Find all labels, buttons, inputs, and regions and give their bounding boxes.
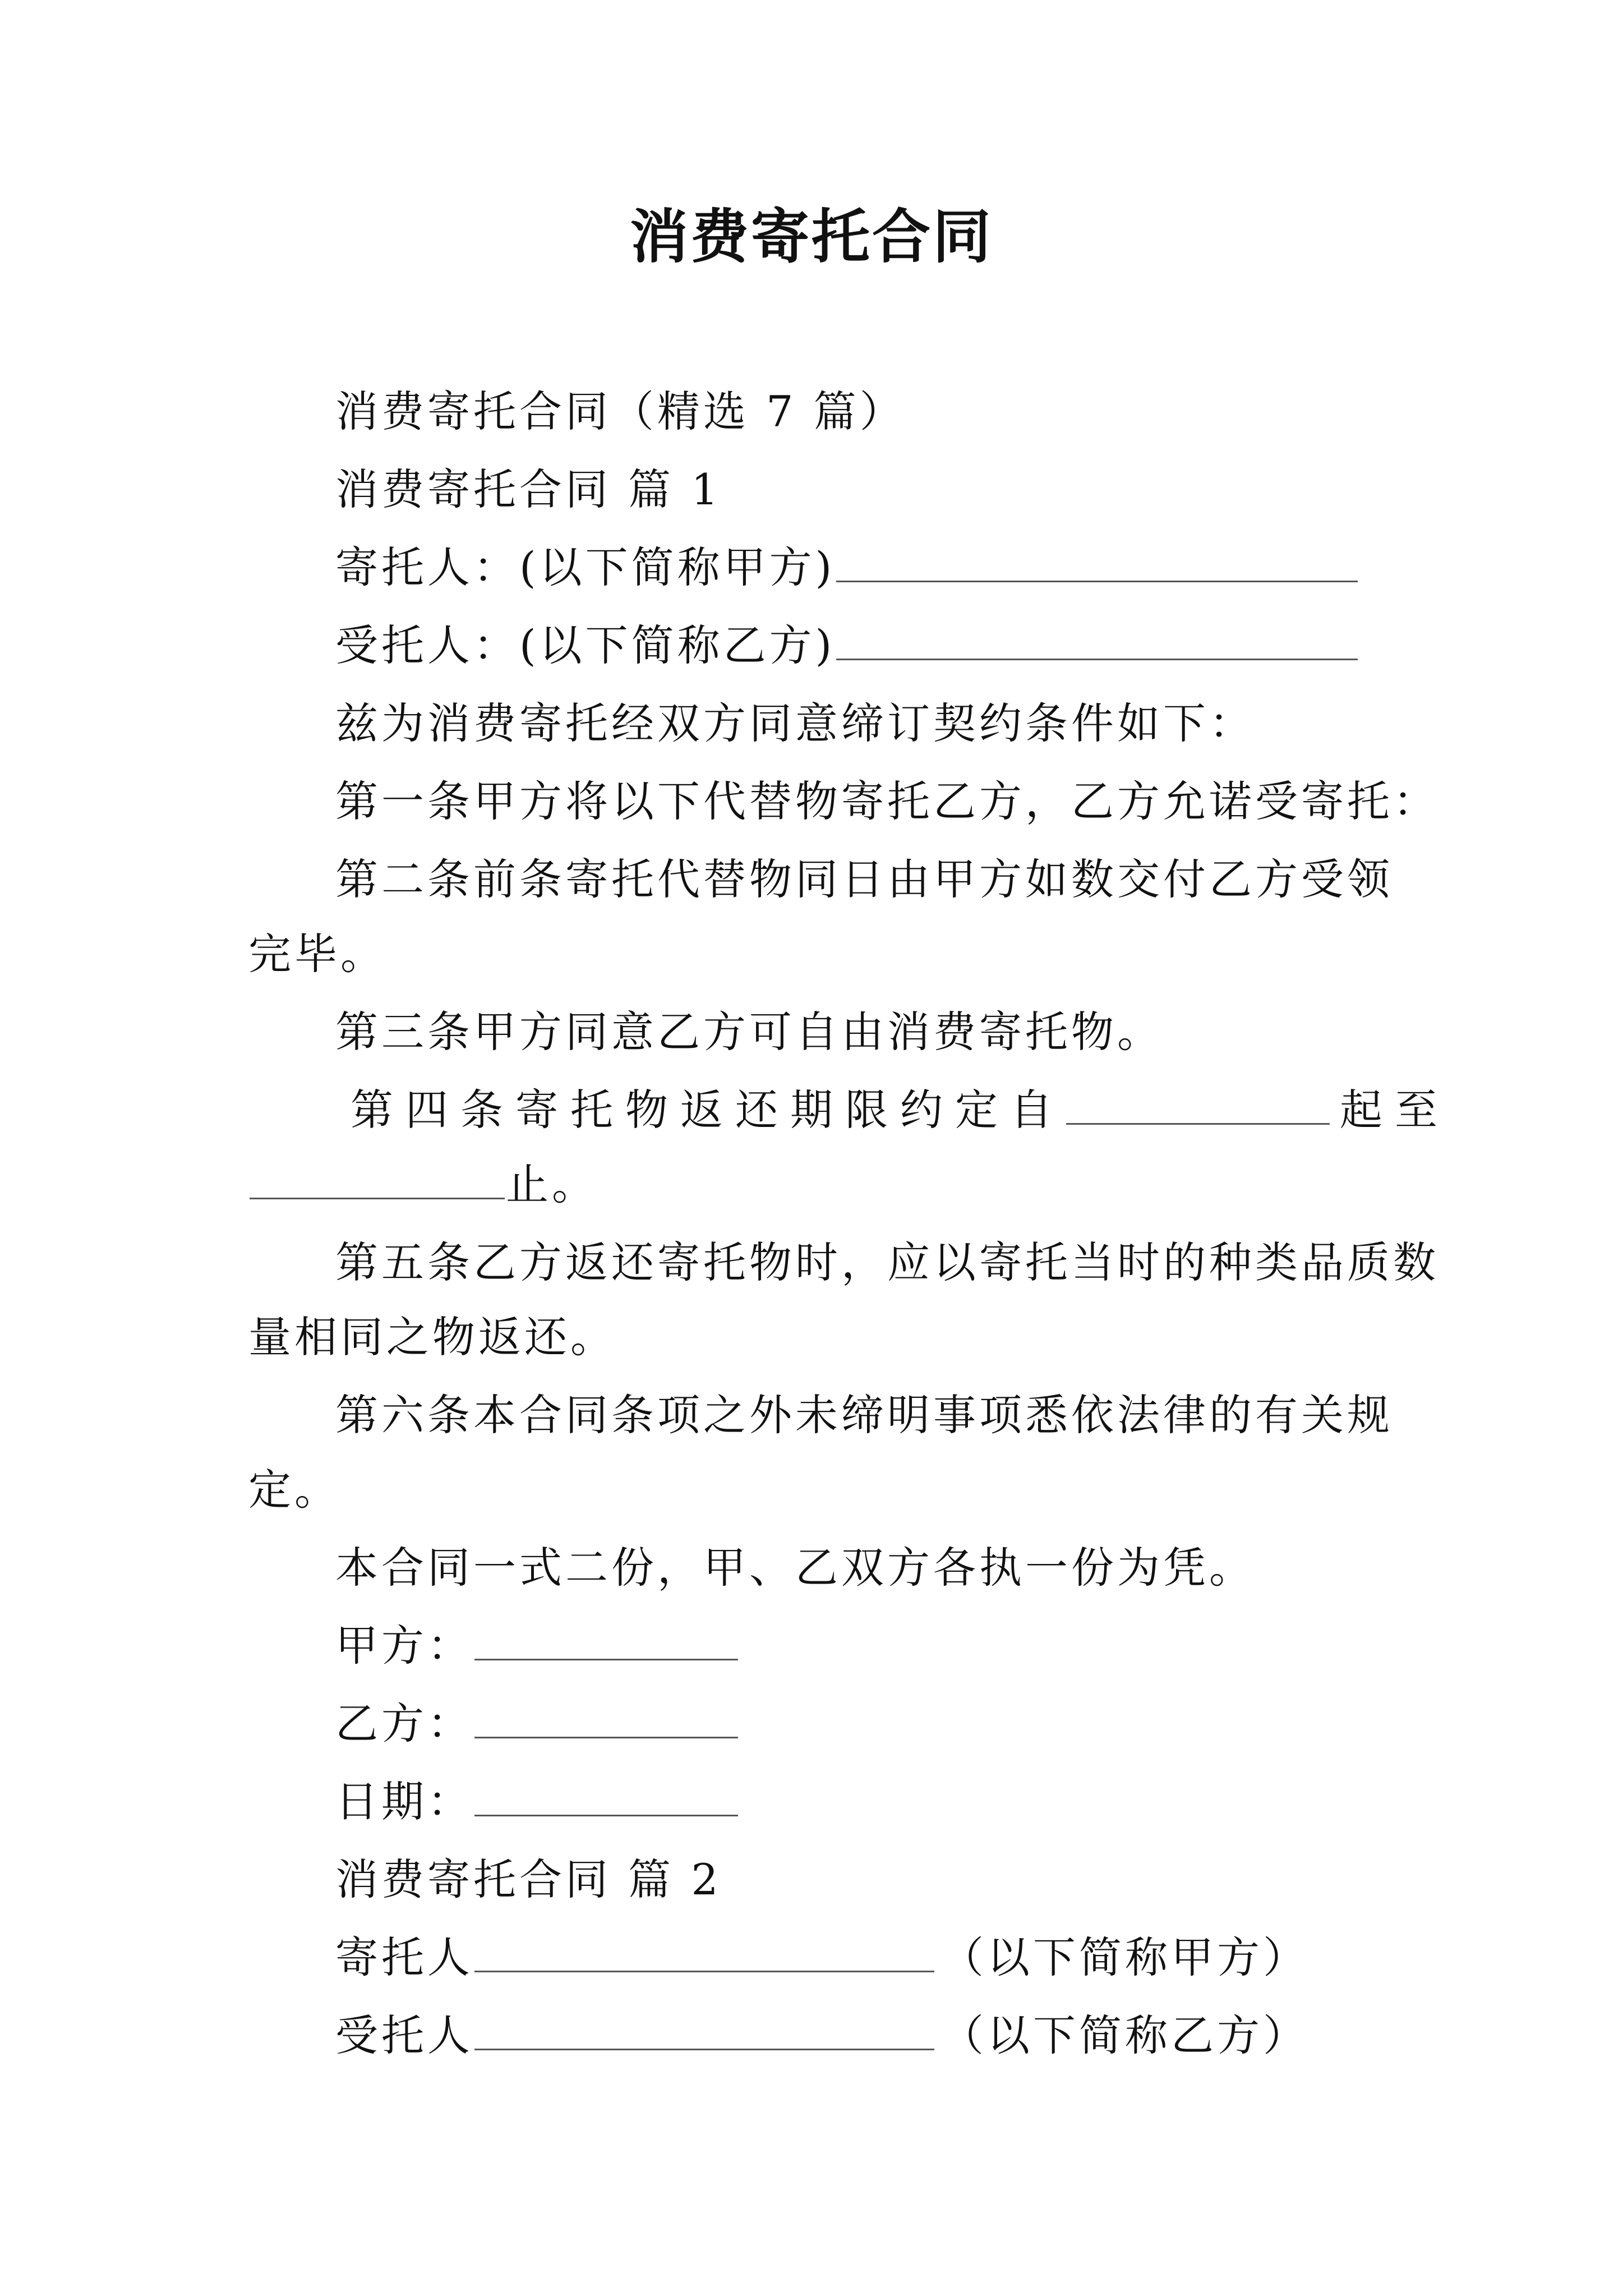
party-a-label: 甲方： <box>335 1621 473 1671</box>
consignee-suffix-2: （以下简称乙方） <box>941 2010 1309 2060</box>
clause-4-text-end: 止。 <box>506 1159 598 1209</box>
clause-4-line-2 <box>248 1157 598 1213</box>
party-b-signature-line <box>335 1696 739 1752</box>
consignor-line <box>335 540 1359 596</box>
clause-6-line-2: 定。 <box>248 1465 340 1515</box>
clause-3: 第三条甲方同意乙方可自由消费寄托物。 <box>335 1007 1163 1057</box>
clause-2-line-1: 第二条前条寄托代替物同日由甲方如数交付乙方受领 <box>335 854 1393 904</box>
consignor-label: 寄托人：(以下简称甲方) <box>335 542 836 592</box>
party-b-label: 乙方： <box>335 1699 473 1749</box>
consignee-label-2: 受托人 <box>335 2010 473 2060</box>
clause-5-line-2: 量相同之物返还。 <box>248 1312 616 1362</box>
consignor-blank-2 <box>474 1934 934 1972</box>
clause-4-line-1 <box>351 1082 1450 1138</box>
clause-5-line-1: 第五条乙方返还寄托物时，应以寄托当时的种类品质数 <box>335 1237 1439 1287</box>
consignee-blank-2 <box>474 2012 934 2050</box>
section-heading-2: 消费寄托合同 篇 2 <box>335 1855 722 1904</box>
consignor-suffix-2: （以下简称甲方） <box>941 1932 1309 1982</box>
clause-1: 第一条甲方将以下代替物寄托乙方，乙方允诺受寄托： <box>335 776 1439 826</box>
clause-4-start-date-blank <box>1066 1086 1330 1125</box>
clause-intro: 兹为消费寄托经双方同意缔订契约条件如下： <box>335 698 1255 748</box>
date-line <box>335 1774 739 1830</box>
clause-4-end-date-blank <box>250 1161 505 1199</box>
copies-clause: 本合同一式二份，甲、乙双方各执一份为凭。 <box>335 1543 1255 1593</box>
section-heading-1: 消费寄托合同 篇 1 <box>335 464 722 514</box>
consignee-blank <box>836 622 1358 660</box>
subtitle-line: 消费寄托合同（精选 7 篇） <box>335 386 906 436</box>
consignor-blank <box>836 544 1358 582</box>
consignee-line <box>335 618 1359 674</box>
date-label: 日期： <box>335 1777 473 1826</box>
consignee-label: 受托人：(以下简称乙方) <box>335 620 836 670</box>
party-a-blank <box>474 1622 738 1660</box>
party-a-signature-line <box>335 1618 739 1674</box>
clause-4-text-start: 第四条寄托物返还期限约定自 <box>351 1085 1065 1135</box>
clause-4-text-until: 起至 <box>1340 1085 1450 1135</box>
party-b-blank <box>474 1700 738 1738</box>
consignee-line-2 <box>335 2008 1309 2064</box>
date-blank <box>474 1778 738 1816</box>
clause-6-line-1: 第六条本合同条项之外未缔明事项悉依法律的有关规 <box>335 1390 1393 1440</box>
document-title: 消费寄托合同 <box>629 202 993 271</box>
consignor-line-2 <box>335 1930 1309 1986</box>
consignor-label-2: 寄托人 <box>335 1932 473 1982</box>
clause-2-line-2: 完毕。 <box>248 929 386 979</box>
